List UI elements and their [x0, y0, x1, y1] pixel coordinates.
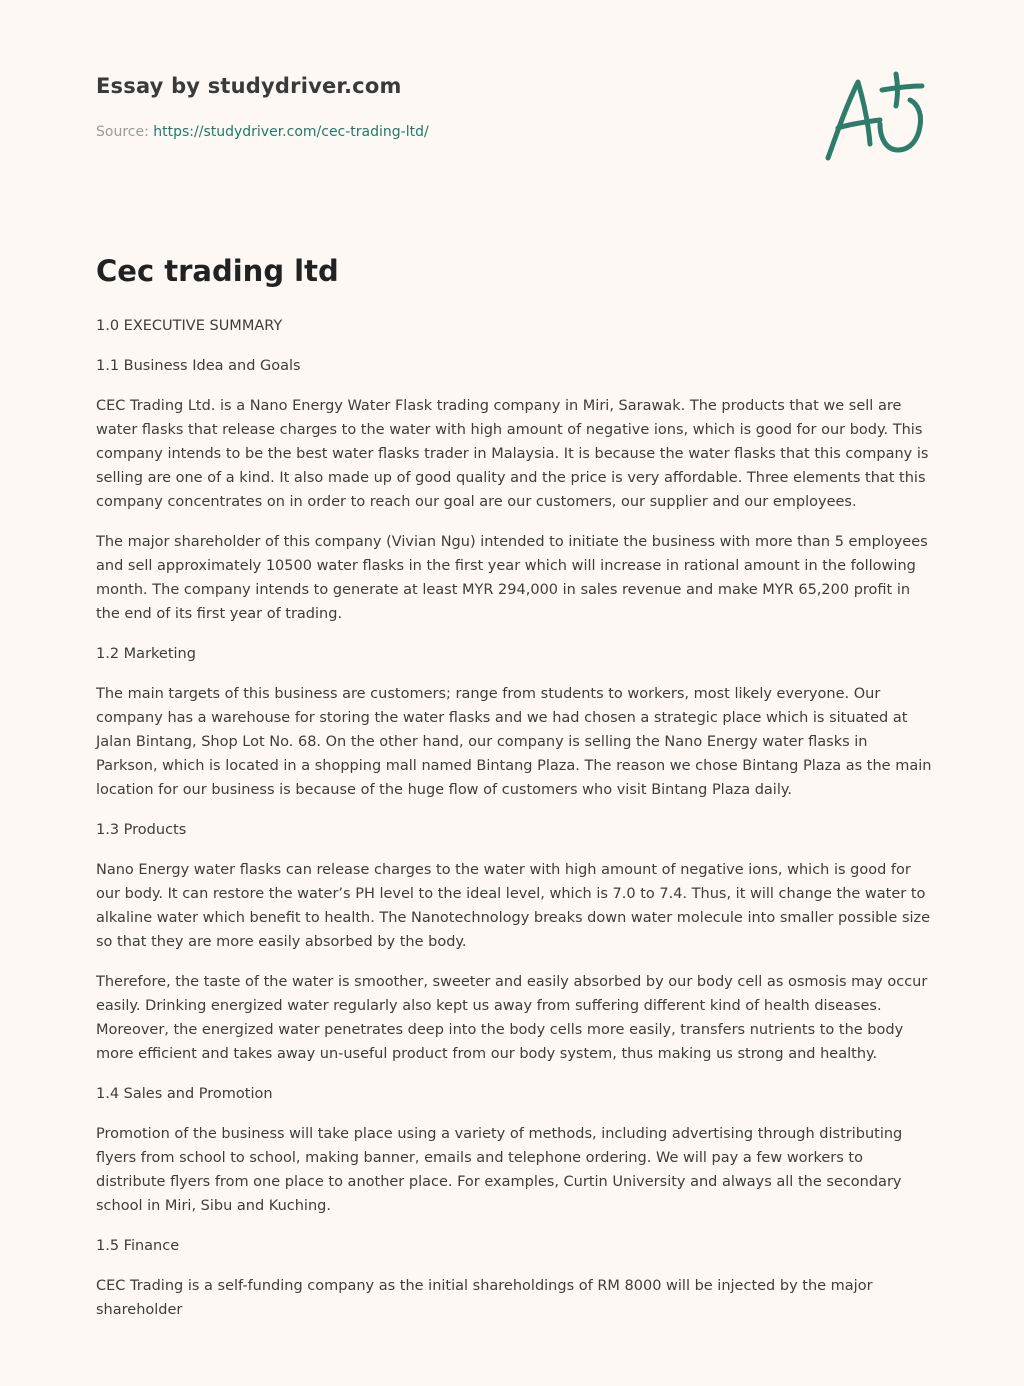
document-body [96, 314, 932, 1338]
a-plus-logo-icon [818, 66, 930, 166]
paragraph: CEC Trading Ltd. is a Nano Energy Water Flask trading company in Miri, Sarawak. The products that we sell are water flasks that release charges to the water with high amount of negative ions, which is good for our body. This company intends to be the best water flasks trader in Malaysia. It is because the water flasks that this company is selling are one of a kind. It also made up of good quality and the price is very affordable. Three elements that this company concentrates on in order to reach our goal are our customers, our supplier and our employees. [96, 398, 929, 510]
paragraph: The major shareholder of this company (Vivian Ngu) intended to initiate the business with more than 5 employees and sell approximately 10500 water flasks in the first year which will increase in rational amount in the following month. The company intends to generate at least MYR 294,000 in sales revenue and make MYR 65,200 profit in the end of its first year of trading. [96, 534, 928, 622]
paragraph: CEC Trading is a self-funding company as the initial shareholdings of RM 8000 will be injected by the major shareholder [96, 1278, 873, 1318]
site-title: Essay by studydriver.com [96, 74, 402, 98]
section-heading: 1.0 EXECUTIVE SUMMARY [96, 318, 283, 334]
paragraph: Therefore, the taste of the water is smoother, sweeter and easily absorbed by our body cell as osmosis may occur easily. Drinking energized water regularly also kept us away from suffering different kind of health diseases. Moreover, the energized water penetrates deep into the body cells more easily, transfers nutrients to the body more efficient and takes away un-useful product from our body system, thus making us strong and healthy. [96, 974, 928, 1062]
paragraph: The main targets of this business are customers; range from students to workers, most likely everyone. Our company has a warehouse for storing the water flasks and we had chosen a strategic place which is situated at Jalan Bintang, Shop Lot No. 68. On the other hand, our company is selling the Nano Energy water flasks in Parkson, which is located in a shopping mall named Bintang Plaza. The reason we chose Bintang Plaza as the main location for our business is because of the huge flow of customers who visit Bintang Plaza daily. [96, 686, 932, 798]
section-heading: 1.4 Sales and Promotion [96, 1086, 273, 1102]
paragraph: Nano Energy water flasks can release charges to the water with high amount of negative ions, which is good for our body. It can restore the water’s PH level to the ideal level, which is 7.0 to 7.4. Thus, it will change the water to alkaline water which benefit to health. The Nanotechnology breaks down water molecule into smaller possible size so that they are more easily absorbed by the body. [96, 862, 931, 950]
source-link[interactable]: https://studydriver.com/cec-trading-ltd/ [153, 124, 429, 140]
section-heading: 1.5 Finance [96, 1238, 180, 1254]
section-heading: 1.1 Business Idea and Goals [96, 358, 301, 374]
section-heading: 1.3 Products [96, 822, 187, 838]
paragraph: Promotion of the business will take place using a variety of methods, including advertising through distributing flyers from school to school, making banner, emails and telephone ordering. We will pay a few workers to distribute flyers from one place to another place. For examples, Curtin University and always all the secondary school in Miri, Sibu and Kuching. [96, 1126, 903, 1214]
document-title: Cec trading ltd [96, 254, 339, 288]
source-label: Source: [96, 124, 149, 140]
section-heading: 1.2 Marketing [96, 646, 196, 662]
source-line [96, 124, 429, 140]
